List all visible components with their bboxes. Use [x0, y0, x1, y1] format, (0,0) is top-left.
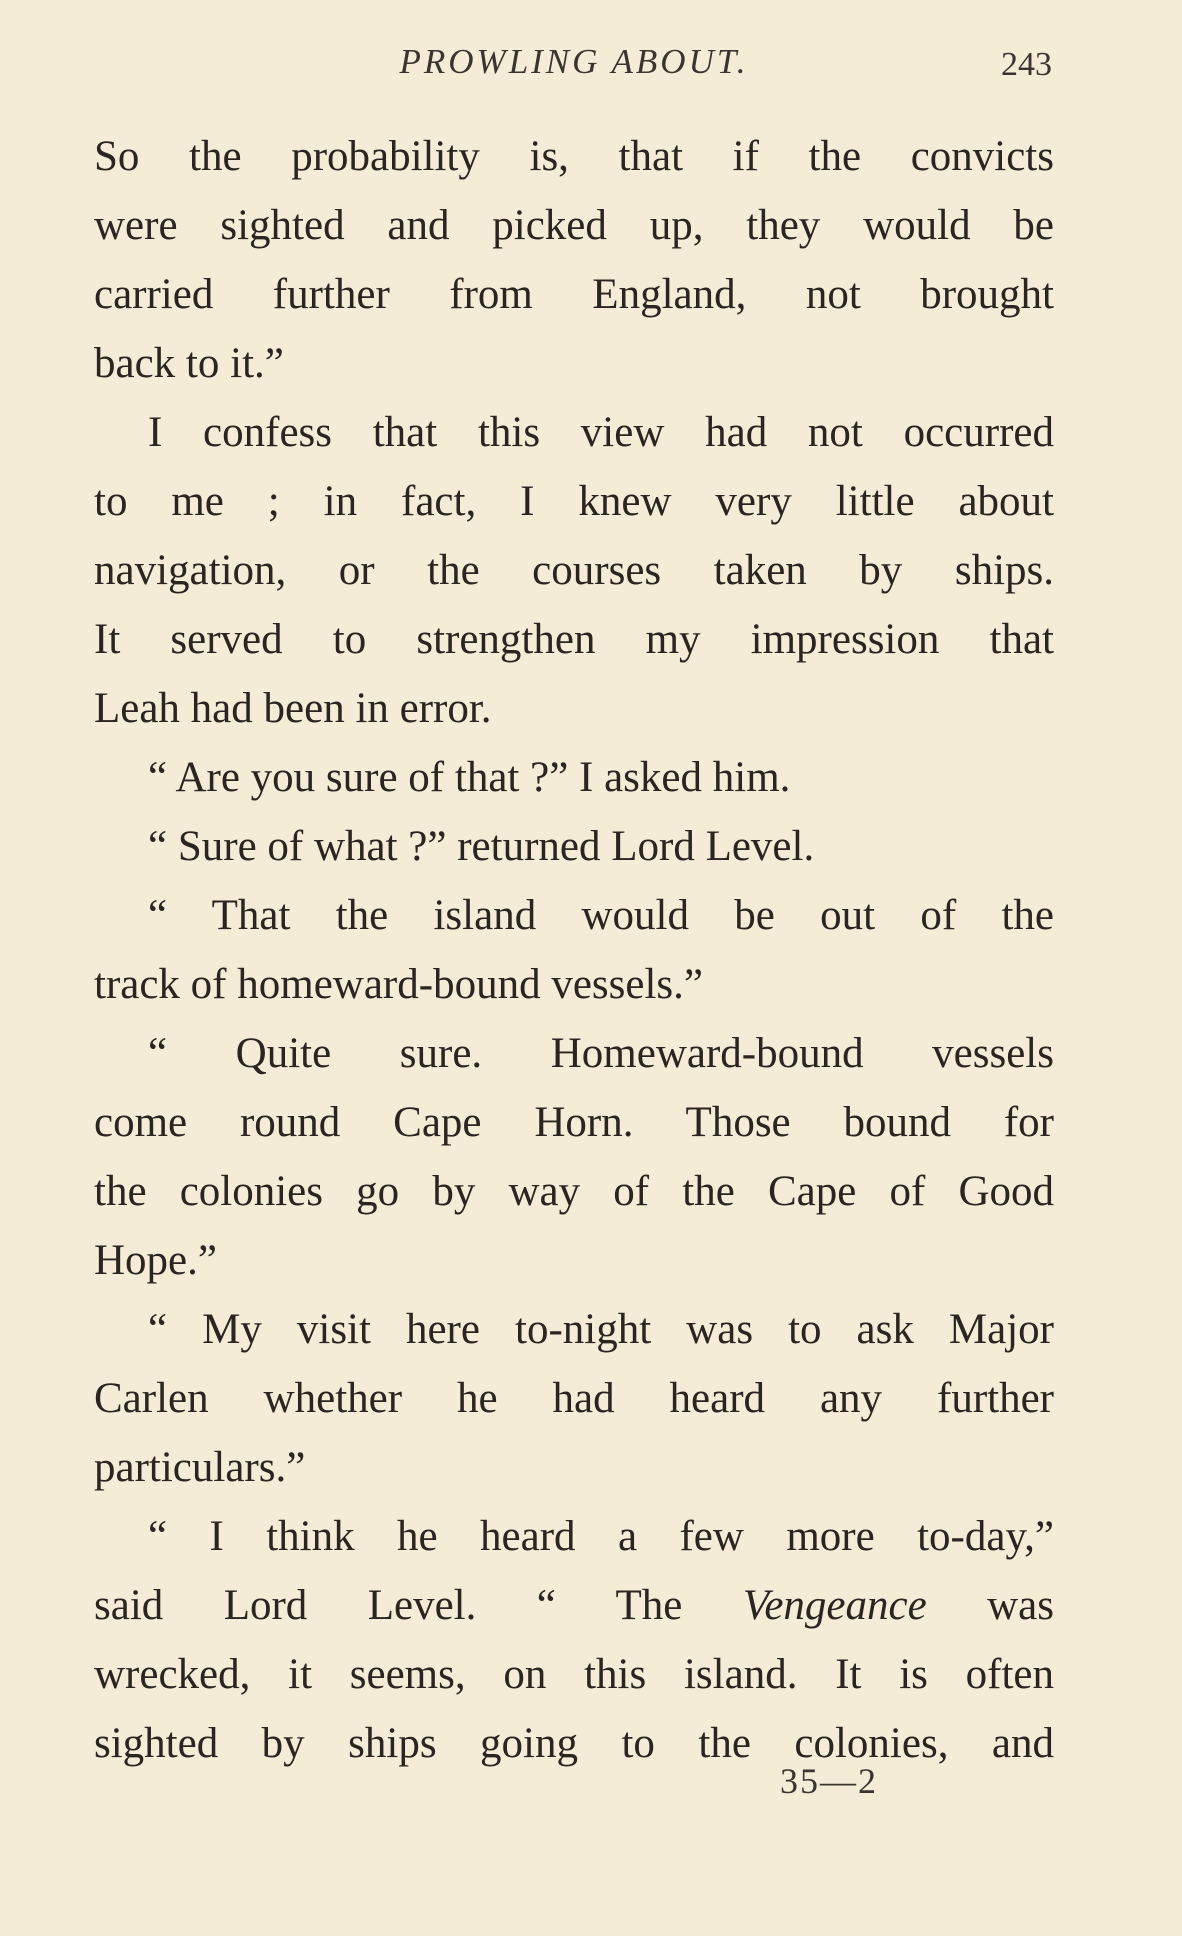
text-line: “ I think he heard a few more to-day,” [148, 1513, 1054, 1560]
text-line: carried further from England, not brought [94, 271, 1054, 318]
text-line: Carlen whether he had heard any further [94, 1375, 1054, 1422]
text-line: come round Cape Horn. Those bound for [94, 1099, 1054, 1146]
text-line: wrecked, it seems, on this island. It is often [94, 1651, 1054, 1698]
ship-name: Vengeance [742, 1582, 927, 1629]
text-line: sighted by ships going to the colonies, and [94, 1720, 1054, 1767]
text-line: “ My visit here to-night was to ask Major [148, 1306, 1054, 1353]
text-line: So the probability is, that if the convicts [94, 133, 1054, 180]
signature-mark: 35—2 [780, 1761, 878, 1801]
running-head [94, 42, 1054, 82]
text-line: track of homeward-bound vessels.” [94, 961, 703, 1008]
text-line: particulars.” [94, 1444, 306, 1491]
text-line: “ Are you sure of that ?” I asked him. [148, 754, 791, 801]
text-line: said Lord Level. “ The Vengeance was [94, 1582, 1054, 1629]
text-line: to me ; in fact, I knew very little about [94, 478, 1054, 525]
running-title: PROWLING ABOUT. [399, 42, 749, 81]
text-line: Leah had been in error. [94, 685, 492, 732]
text-line: It served to strengthen my impression that [94, 616, 1054, 663]
text-line: the colonies go by way of the Cape of Good [94, 1168, 1054, 1215]
page-number: 243 [1001, 46, 1052, 83]
body-text [94, 122, 1054, 1778]
text-line: I confess that this view had not occurred [148, 409, 1054, 456]
text-line: navigation, or the courses taken by ships. [94, 547, 1054, 594]
text-line: were sighted and picked up, they would be [94, 202, 1054, 249]
text-line: “ That the island would be out of the [148, 892, 1054, 939]
text-line: “ Sure of what ?” returned Lord Level. [148, 823, 815, 870]
text-line: “ Quite sure. Homeward-bound vessels [148, 1030, 1054, 1077]
text-line: back to it.” [94, 340, 284, 387]
text-line: Hope.” [94, 1237, 217, 1284]
